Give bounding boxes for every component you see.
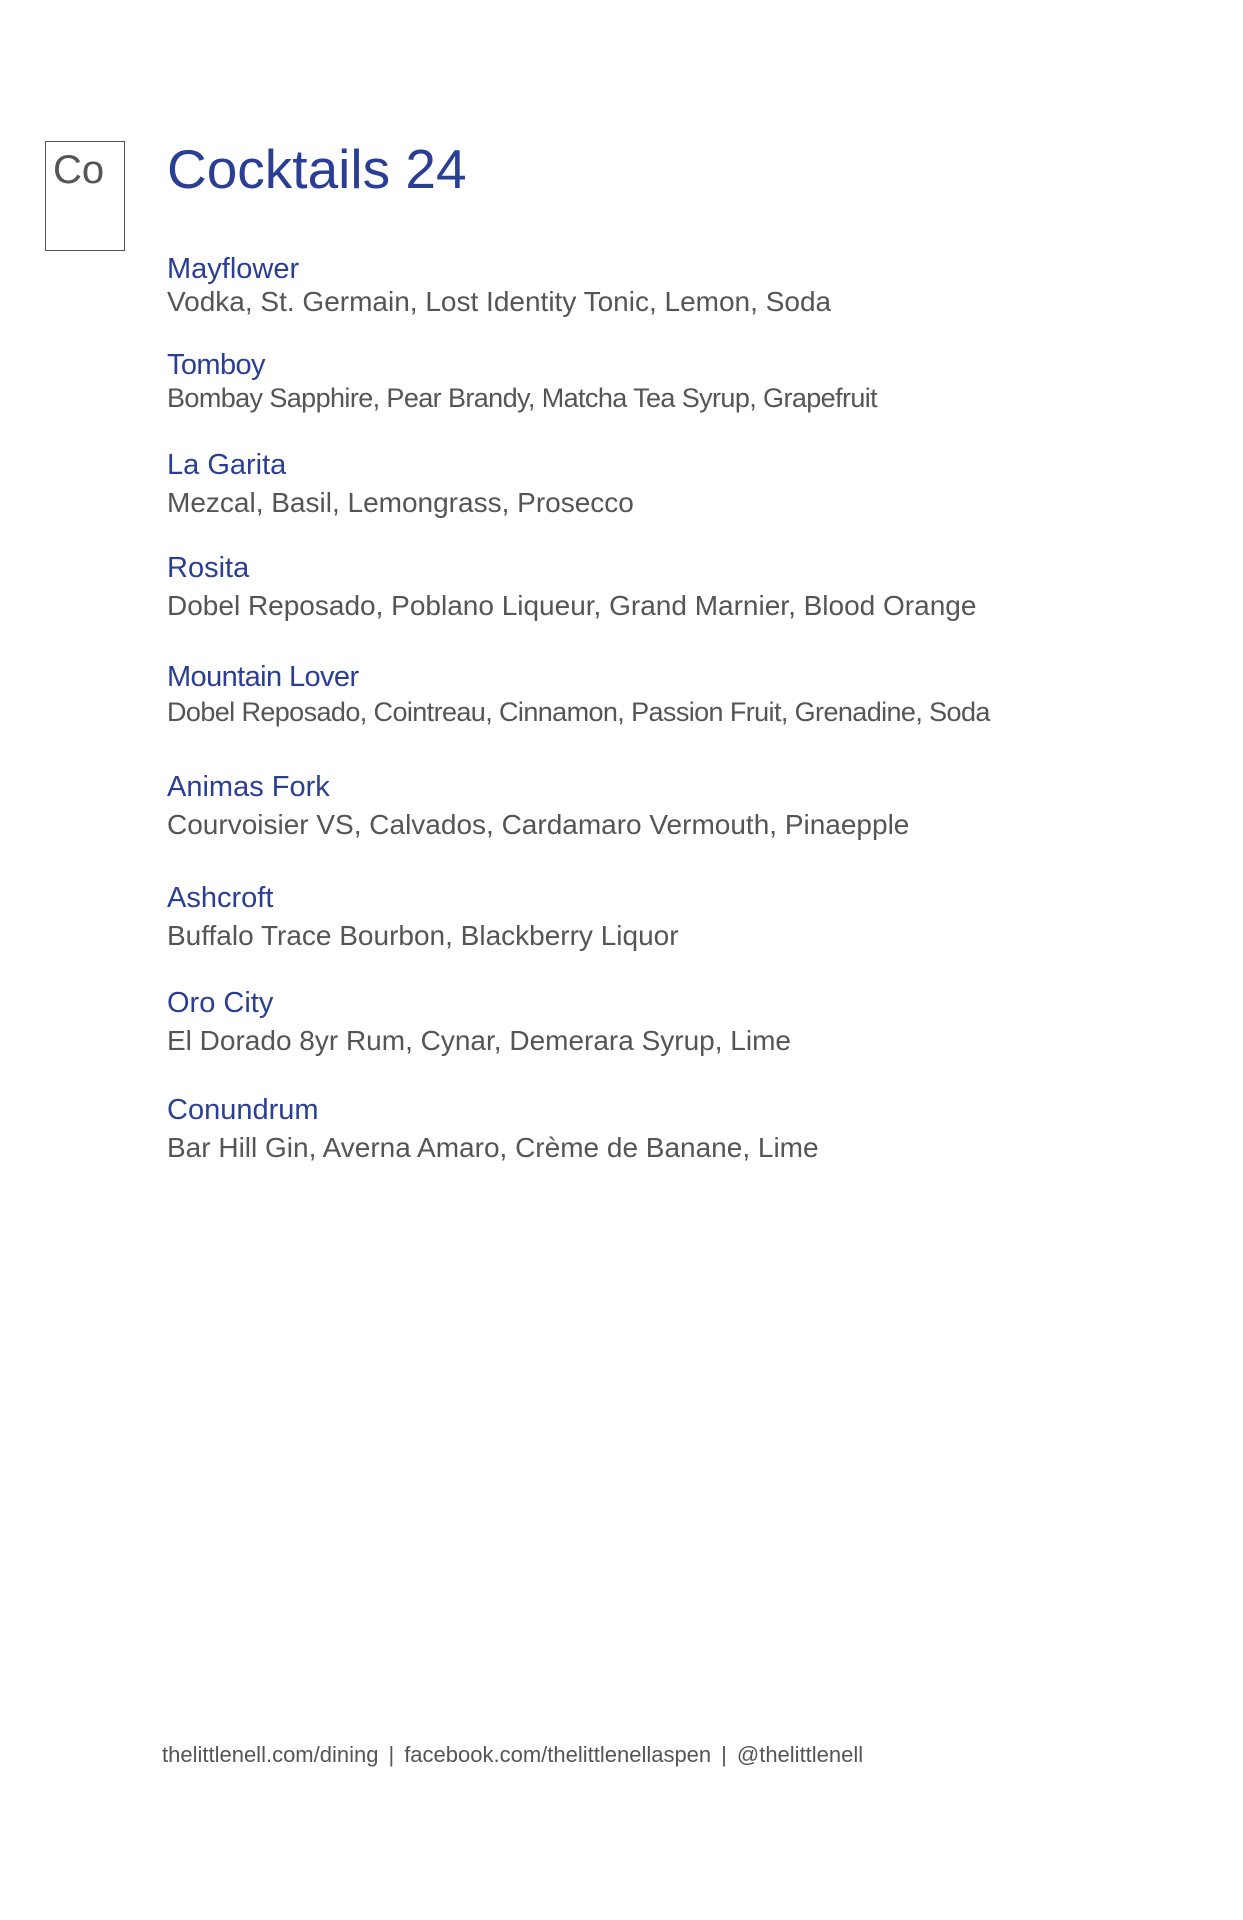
element-symbol: Co — [53, 148, 105, 192]
menu-item — [167, 253, 831, 319]
social-handle[interactable]: @thelittlenell — [736, 1742, 864, 1767]
cocktail-ingredients: Buffalo Trace Bourbon, Blackberry Liquor — [167, 920, 679, 951]
footer-separator: | — [721, 1742, 727, 1767]
cocktail-name: Tomboy — [167, 349, 265, 381]
cocktail-ingredients: Courvoisier VS, Calvados, Cardamaro Vermouth, Pinaepple — [167, 809, 910, 840]
menu-item — [167, 1094, 819, 1165]
website-link[interactable]: thelittlenell.com/dining — [162, 1742, 379, 1767]
cocktail-name: La Garita — [167, 449, 287, 481]
menu-item — [167, 552, 976, 623]
menu-item — [167, 987, 791, 1058]
cocktail-ingredients: Mezcal, Basil, Lemongrass, Prosecco — [167, 487, 634, 518]
cocktail-ingredients: Dobel Reposado, Poblano Liqueur, Grand Marnier, Blood Orange — [167, 590, 977, 621]
facebook-link[interactable]: facebook.com/thelittlenellaspen — [404, 1742, 712, 1767]
menu-item — [167, 661, 990, 729]
cocktail-ingredients: Bombay Sapphire, Pear Brandy, Matcha Tea Syrup, Grapefruit — [167, 383, 878, 413]
cocktail-name: Ashcroft — [167, 882, 274, 914]
element-symbol-box — [45, 141, 125, 251]
cocktail-ingredients: Vodka, St. Germain, Lost Identity Tonic, Lemon, Soda — [167, 286, 832, 317]
menu-item — [167, 882, 679, 953]
menu-title: Cocktails 24 — [167, 138, 467, 200]
cocktail-name: Mayflower — [167, 253, 300, 285]
footer-separator: | — [388, 1742, 395, 1767]
menu-item — [167, 771, 909, 842]
cocktail-name: Oro City — [167, 987, 274, 1019]
menu-item — [167, 449, 634, 520]
cocktail-name: Conundrum — [167, 1094, 319, 1126]
cocktail-name: Mountain Lover — [167, 661, 359, 693]
cocktail-ingredients: El Dorado 8yr Rum, Cynar, Demerara Syrup, Lime — [167, 1025, 791, 1056]
menu-item — [167, 349, 877, 415]
footer-links — [162, 1740, 863, 1770]
cocktail-ingredients: Dobel Reposado, Cointreau, Cinnamon, Passion Fruit, Grenadine, Soda — [167, 697, 990, 727]
cocktail-name: Animas Fork — [167, 771, 330, 803]
cocktail-name: Rosita — [167, 552, 250, 584]
cocktail-ingredients: Bar Hill Gin, Averna Amaro, Crème de Banane, Lime — [167, 1132, 819, 1163]
